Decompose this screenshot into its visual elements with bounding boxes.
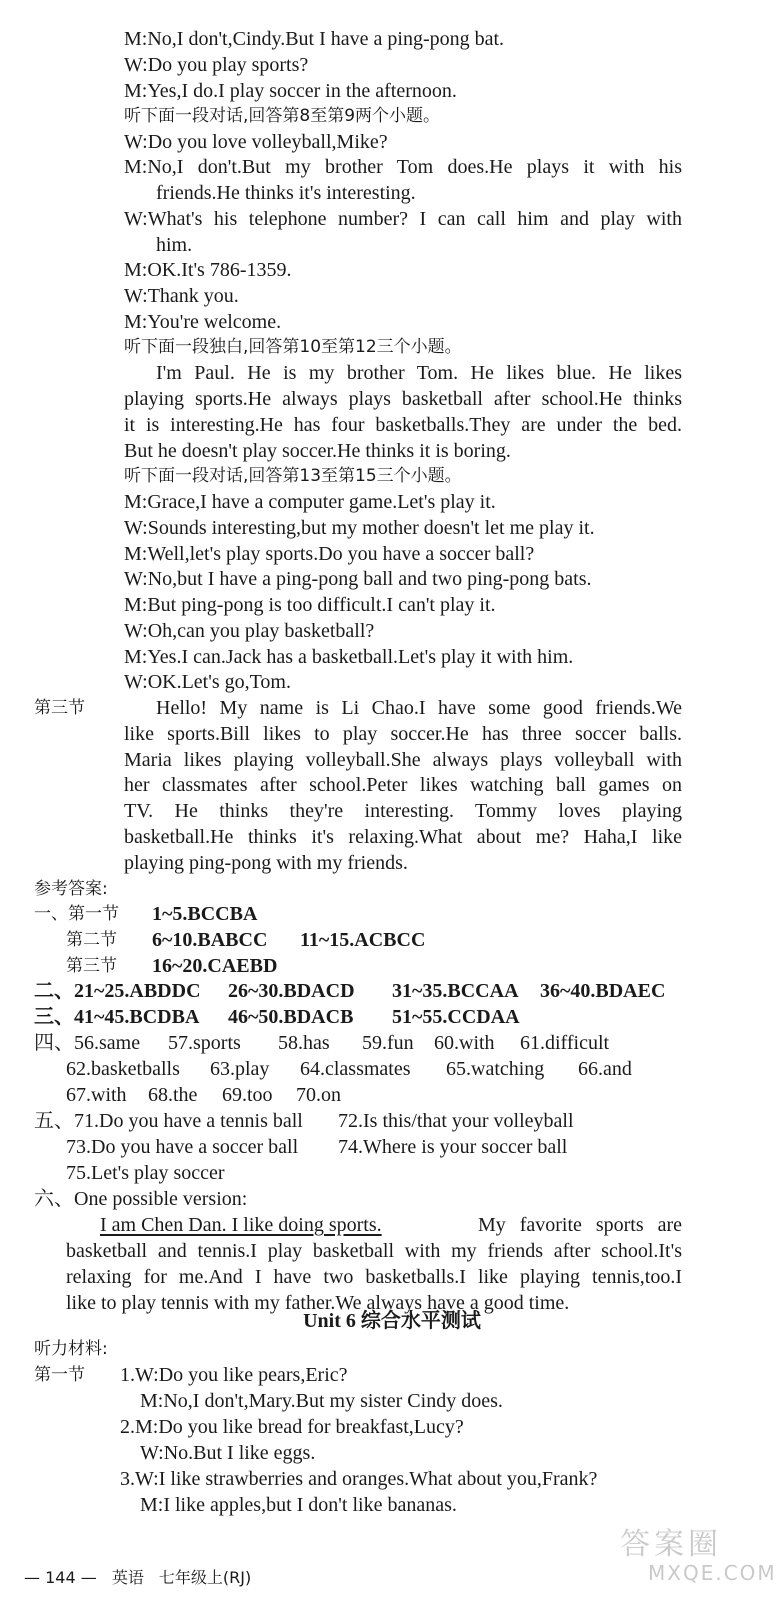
answer-item: 69.too <box>222 1084 273 1106</box>
text-line: M:But ping-pong is too difficult.I can't play it. <box>124 594 496 616</box>
text-line: M:Yes.I can.Jack has a basketball.Let's play it with him. <box>124 646 574 668</box>
answer-item: 62.basketballs <box>66 1058 180 1080</box>
text-line: M:No,I don't.But my brother Tom does.He plays it with his <box>124 156 682 178</box>
text-line: W:OK.Let's go,Tom. <box>124 671 291 693</box>
answer-item: 36~40.BDAEC <box>540 980 666 1002</box>
answer-item: 31~35.BCCAA <box>392 980 519 1002</box>
text-line: I'm Paul. He is my brother Tom. He likes blue. He likes <box>156 362 682 384</box>
section-label: 一、第一节 <box>34 904 119 924</box>
section-instruction: 听下面一段对话,回答第13至第15三个小题。 <box>124 466 462 486</box>
text-line: M:Yes,I do.I play soccer in the afternoon. <box>124 80 457 102</box>
text-line: M:No,I don't,Cindy.But I have a ping-pong bat. <box>124 28 505 50</box>
answer-item: 三、41~45.BCDBA <box>34 1006 200 1028</box>
text-line: M:Grace,I have a computer game.Let's play it. <box>124 491 496 513</box>
text-line: playing ping-pong with my friends. <box>124 852 408 874</box>
answer-item: 67.with <box>66 1084 127 1106</box>
text-line: basketball and tennis.I play basketball with my friends after school.It's <box>66 1240 682 1262</box>
answer-item: 61.difficult <box>520 1032 610 1054</box>
answer-item: 60.with <box>434 1032 495 1054</box>
text-line: like to play tennis with my father.We always have a good time. <box>66 1292 570 1314</box>
watermark-logo <box>600 1515 780 1595</box>
section-label: 听力材料: <box>34 1339 108 1359</box>
text-line: it is interesting.He has four basketballs.They are under the bed. <box>124 414 682 436</box>
text-line: Hello! My name is Li Chao.I have some good friends.We <box>156 697 682 719</box>
text-line: But he doesn't play soccer.He thinks it is boring. <box>124 440 511 462</box>
text-line: him. <box>156 234 193 256</box>
text-line: W:Sounds interesting,but my mother doesn't let me play it. <box>124 517 595 539</box>
answer-item: 70.on <box>296 1084 341 1106</box>
text-line: M:You're welcome. <box>124 311 282 333</box>
text-line: 1.W:Do you like pears,Eric? <box>120 1364 348 1386</box>
answer-item: 64.classmates <box>300 1058 411 1080</box>
text-line: basketball.He thinks it's relaxing.What about me? Haha,I like <box>124 826 682 848</box>
text-line: TV. He thinks they're interesting. Tommy loves playing <box>124 800 682 822</box>
text-line: relaxing for me.And I have two basketballs.I like playing tennis,too.I <box>66 1266 682 1288</box>
section-instruction: 听下面一段独白,回答第10至第12三个小题。 <box>124 337 462 357</box>
answers-heading: 参考答案: <box>34 879 108 899</box>
text-line: W:Do you play sports? <box>124 54 309 76</box>
answer-item: 26~30.BDACD <box>228 980 355 1002</box>
page-number: — 144 — <box>24 1568 97 1587</box>
answer-item: 46~50.BDACB <box>228 1006 354 1028</box>
text-line: like sports.Bill likes to play soccer.He has three soccer balls. <box>124 723 682 745</box>
answer-item: 65.watching <box>446 1058 545 1080</box>
answer-item: 6~10.BABCC <box>152 929 268 951</box>
subject-label: 英语 <box>111 1568 144 1587</box>
text-line: M:OK.It's 786-1359. <box>124 259 292 281</box>
section-label: 第三节 <box>34 698 85 718</box>
answer-item: 11~15.ACBCC <box>300 929 426 951</box>
section-label: 第二节 <box>66 930 117 950</box>
text-line: W:No.But I like eggs. <box>140 1442 316 1464</box>
text-line: W:Thank you. <box>124 285 239 307</box>
text-line: M:Well,let's play sports.Do you have a soccer ball? <box>124 543 535 565</box>
text-line: her classmates after school.Peter likes watching ball games on <box>124 774 682 796</box>
answer-item: 51~55.CCDAA <box>392 1006 520 1028</box>
text-line: Maria likes playing volleyball.She always plays volleyball with <box>124 749 682 771</box>
text-line: W:What's his telephone number? I can call him and play with <box>124 208 682 230</box>
answer-item: 二、21~25.ABDDC <box>34 980 201 1002</box>
underlined-sentence: I am Chen Dan. I like doing sports. <box>100 1214 382 1236</box>
text-line: W:No,but I have a ping-pong ball and two ping-pong bats. <box>124 568 592 590</box>
text-line: M:No,I don't,Mary.But my sister Cindy does. <box>140 1390 503 1412</box>
section-instruction: 听下面一段对话,回答第8至第9两个小题。 <box>124 106 441 126</box>
answer-item: 57.sports <box>168 1032 241 1054</box>
answer-item: 68.the <box>148 1084 198 1106</box>
watermark-en: MXQE.COM <box>648 1561 777 1585</box>
answer-item: 75.Let's play soccer <box>66 1162 225 1184</box>
answer-item: 66.and <box>578 1058 632 1080</box>
text-line: 2.M:Do you like bread for breakfast,Lucy? <box>120 1416 464 1438</box>
answer-item: 74.Where is your soccer ball <box>338 1136 568 1158</box>
text-line: 3.W:I like strawberries and oranges.What about you,Frank? <box>120 1468 598 1490</box>
answer-item: 1~5.BCCBA <box>152 903 258 925</box>
text-line: M:I like apples,but I don't like bananas. <box>140 1494 457 1516</box>
answer-item: 四、56.same <box>34 1032 141 1054</box>
page-footer <box>24 1565 261 1588</box>
answer-item: 73.Do you have a soccer ball <box>66 1136 299 1158</box>
answer-item: 16~20.CAEBD <box>152 955 278 977</box>
answer-item: 63.play <box>210 1058 270 1080</box>
answer-item: 五、71.Do you have a tennis ball <box>34 1110 303 1132</box>
watermark-cn: 答案圈 <box>620 1527 722 1562</box>
text-line: playing sports.He always plays basketball after school.He thinks <box>124 388 682 410</box>
unit-heading: Unit 6 综合水平测试 <box>303 1310 481 1332</box>
text-line: W:Oh,can you play basketball? <box>124 620 375 642</box>
text-line: friends.He thinks it's interesting. <box>156 182 416 204</box>
section-label: 第三节 <box>66 956 117 976</box>
answer-item: 59.fun <box>362 1032 414 1054</box>
answer-item: 58.has <box>278 1032 330 1054</box>
answer-heading: 六、One possible version: <box>34 1188 248 1210</box>
answer-item: 72.Is this/that your volleyball <box>338 1110 574 1132</box>
text-line: My favorite sports are <box>478 1214 682 1236</box>
section-label: 第一节 <box>34 1365 85 1385</box>
grade-label: 七年级上(RJ) <box>158 1568 252 1587</box>
text-line: W:Do you love volleyball,Mike? <box>124 131 388 153</box>
